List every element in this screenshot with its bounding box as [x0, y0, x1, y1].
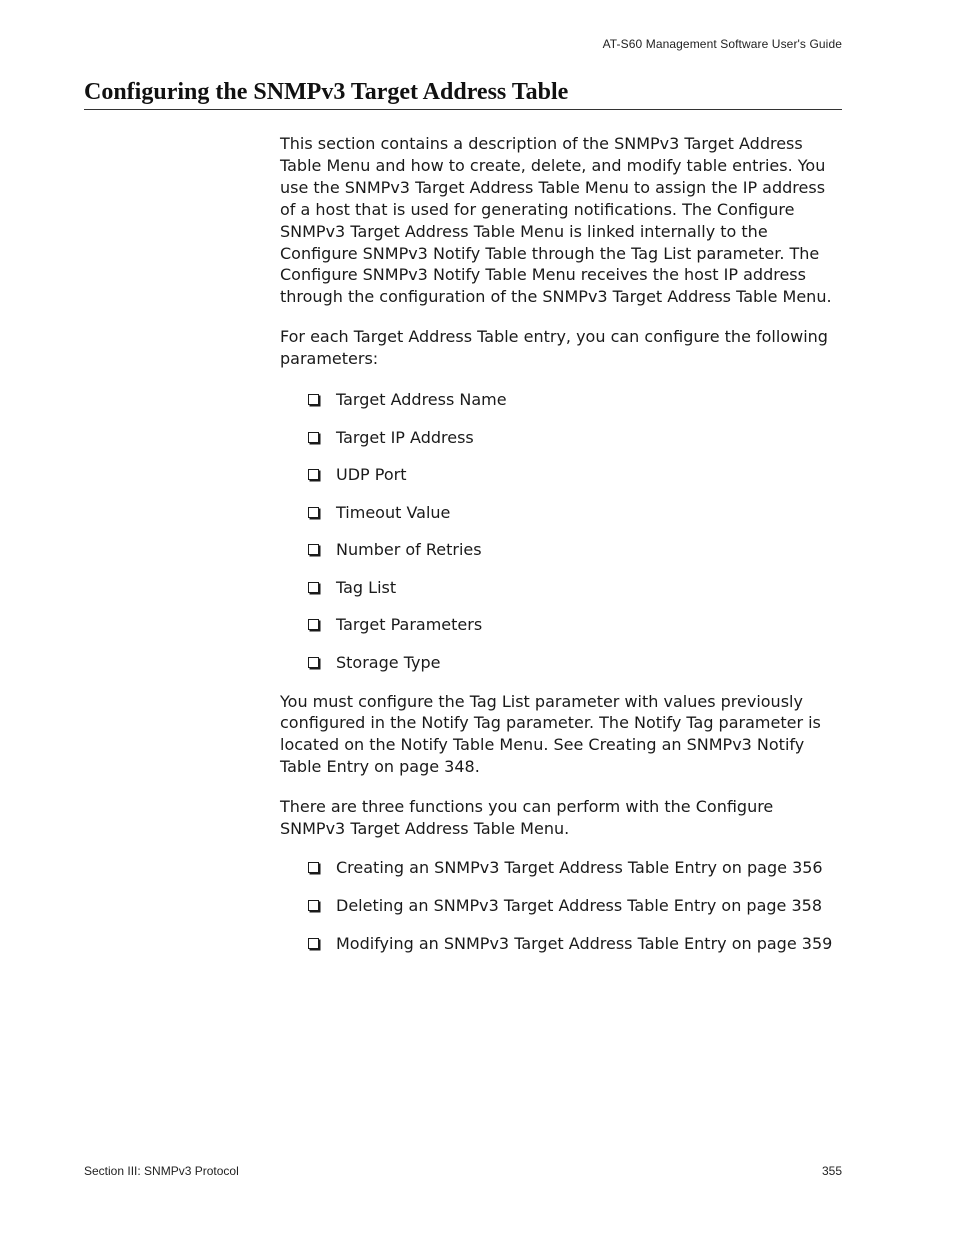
- list-item-label: Target Parameters: [336, 615, 483, 635]
- functions-list: [280, 857, 842, 955]
- list-item: [308, 427, 842, 449]
- footer-page-number: 355: [821, 1164, 842, 1178]
- list-item-label: Timeout Value: [336, 502, 451, 522]
- checkbox-bullet-icon: [308, 619, 319, 630]
- list-item: [308, 933, 842, 955]
- checkbox-bullet-icon: [308, 582, 319, 593]
- list-item: [308, 539, 842, 561]
- list-item-label: Storage Type: [336, 652, 441, 672]
- list-item-label: Number of Retries: [336, 540, 482, 560]
- list-item-label: Modifying an SNMPv3 Target Address Table Entry on page 359: [336, 934, 833, 953]
- list-item-label: Tag List: [336, 577, 397, 597]
- body-column: [280, 133, 842, 955]
- checkbox-bullet-icon: [308, 862, 319, 873]
- list-item: [308, 895, 842, 917]
- list-item-label: UDP Port: [336, 465, 407, 485]
- list-item-label: Target Address Name: [336, 390, 507, 410]
- footer-section-label: Section III: SNMPv3 Protocol: [84, 1164, 239, 1178]
- checkbox-bullet-icon: [308, 900, 319, 911]
- list-item: [308, 652, 842, 674]
- checkbox-bullet-icon: [308, 394, 319, 405]
- list-item: [308, 464, 842, 486]
- intro-paragraph: This section contains a description of the SNMPv3 Target Address Table Menu and how to create, delete, and modify table entries. You use the SNMPv3 Target Address Table Menu to assign the IP address of a host that is used for generating notifications. The Configure SNMPv3 Target Address Table Menu is linked internally to the Configure SNMPv3 Notify Table through the Tag List parameter. The Configure SNMPv3 Notify Table Menu receives the host IP address through the configuration of the SNMPv3 Target Address Table Menu.: [280, 134, 832, 307]
- tag-list-note-paragraph: You must configure the Tag List parameter with values previously configured in the Notify Tag parameter. The Notify Tag parameter is located on the Notify Table Menu. See Creating an SNMPv3 Notify Table Entry on page 348.: [280, 691, 821, 777]
- checkbox-bullet-icon: [308, 938, 319, 949]
- section-title: Configuring the SNMPv3 Target Address Table: [84, 78, 842, 110]
- checkbox-bullet-icon: [308, 469, 319, 480]
- list-item: [308, 389, 842, 411]
- list-item-label: Deleting an SNMPv3 Target Address Table Entry on page 358: [336, 896, 823, 915]
- checkbox-bullet-icon: [308, 432, 319, 443]
- list-item-label: Creating an SNMPv3 Target Address Table Entry on page 356: [336, 858, 823, 877]
- checkbox-bullet-icon: [308, 544, 319, 555]
- parameters-list: [280, 389, 842, 674]
- parameters-intro-paragraph: For each Target Address Table entry, you can configure the following parameters:: [280, 327, 828, 369]
- list-item: [308, 614, 842, 636]
- running-header: AT-S60 Management Software User's Guide: [602, 37, 842, 51]
- list-item: [308, 857, 842, 879]
- checkbox-bullet-icon: [308, 657, 319, 668]
- functions-intro-paragraph: There are three functions you can perform with the Configure SNMPv3 Target Address Table Menu.: [280, 797, 774, 839]
- list-item-label: Target IP Address: [336, 427, 474, 447]
- list-item: [308, 502, 842, 524]
- checkbox-bullet-icon: [308, 507, 319, 518]
- list-item: [308, 577, 842, 599]
